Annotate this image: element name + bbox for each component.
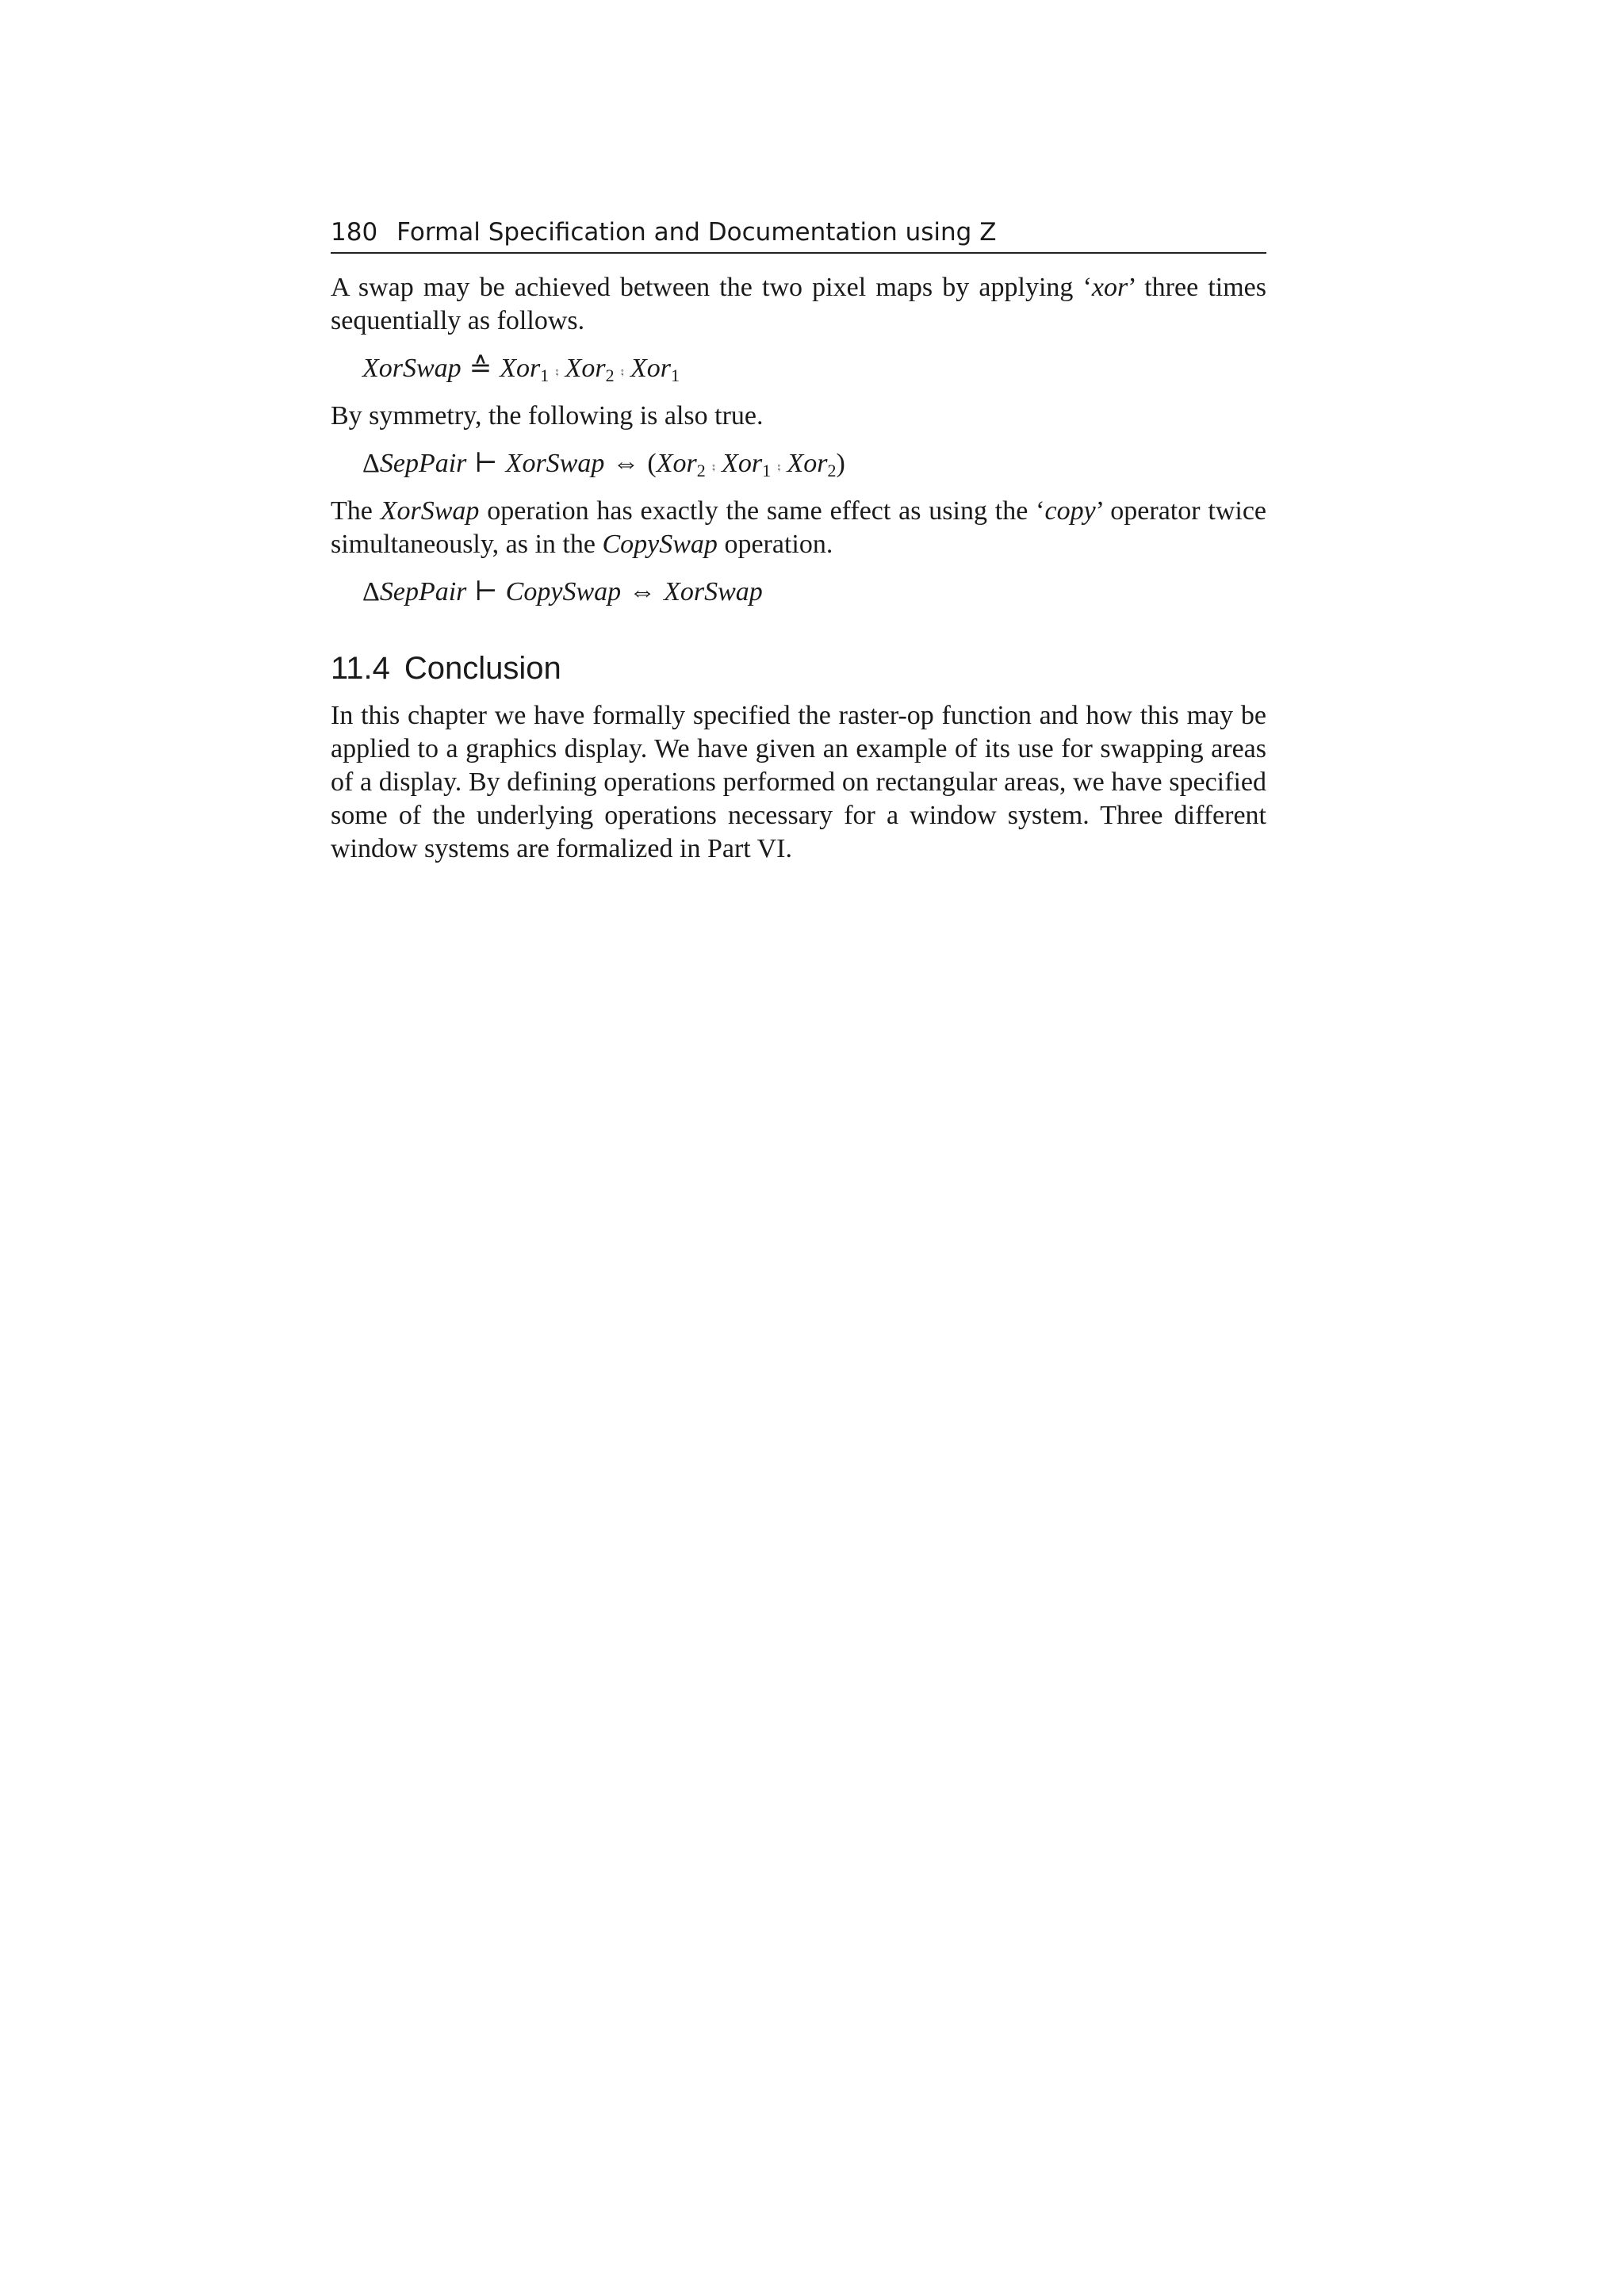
section-number: 11.4 xyxy=(331,651,390,686)
term-copyswap: CopySwap xyxy=(602,530,718,559)
iff-symbol: ⇔ xyxy=(629,577,657,607)
paragraph-symmetry: By symmetry, the following is also true. xyxy=(331,401,764,430)
paragraph-swap: A swap may be achieved between the two pixel maps by applying ‘xor’ three times sequentially as follows. xyxy=(331,273,1267,335)
paragraph-copyswap: The XorSwap operation has exactly the same effect as using the ‘copy’ operator twice simultaneously, as in the CopySwap operation. xyxy=(331,496,1267,559)
book-title: Formal Specification and Documentation using Z xyxy=(396,218,997,247)
paragraph-conclusion: In this chapter we have formally specified the raster-op function and how this may be applied to a graphics display. We have given an example of its use for swapping areas of a display. By defining operations performed on rectangular areas, we have specified some of the underlying operations necessary for a window system. Three different window systems are formalized in Part VI. xyxy=(331,701,1266,863)
term-xor: xor xyxy=(1091,273,1128,302)
page xyxy=(331,212,1266,866)
turnstile-symbol: ⊢ xyxy=(474,449,498,478)
running-head xyxy=(331,212,1266,254)
iff-symbol: ⇔ xyxy=(612,449,640,478)
formula-copyswap-equivalence: ΔSepPair ⊢ CopySwap ⇔ XorSwap xyxy=(362,577,763,607)
term-xorswap: XorSwap xyxy=(380,496,480,526)
defeq-symbol: ≙ xyxy=(469,354,492,383)
turnstile-symbol: ⊢ xyxy=(474,577,498,607)
section-heading xyxy=(331,649,1266,688)
formula-symmetry: ΔSepPair ⊢ XorSwap ⇔ (Xor$_2$ ⨾ Xor$_1$ ⨾ Xor$_2$) xyxy=(362,449,845,480)
page-number: 180 xyxy=(331,218,378,247)
section-title: Conclusion xyxy=(404,651,561,686)
term-copy: copy xyxy=(1044,496,1096,526)
formula-xorswap-definition: XorSwap ≙ Xor$_1$ ⨾ Xor$_2$ ⨾ Xor$_1$ xyxy=(362,354,680,385)
